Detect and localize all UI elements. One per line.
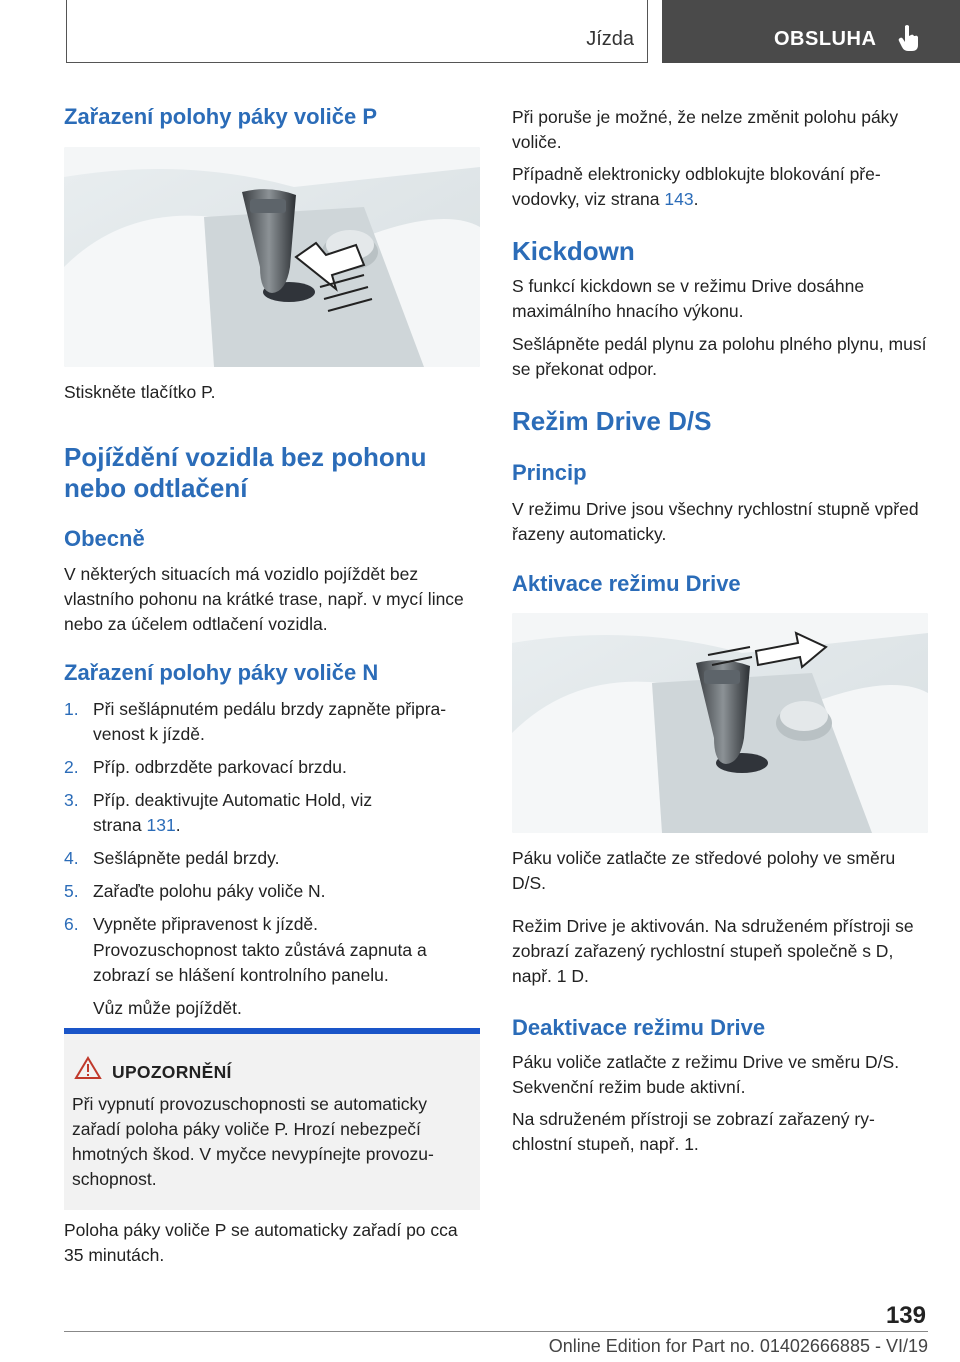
- gear-selector-drive-illustration: [512, 613, 928, 833]
- step6-note-2: Vůz může pojíždět.: [93, 998, 242, 1018]
- activate-caption: Páku voliče zatlačte ze středové polohy ve směru D/S.: [512, 848, 896, 893]
- fault-text: Při poruše je možné, že nelze změnit polohu páky voliče.: [512, 107, 899, 152]
- park-caption: Stiskněte tlačítko P.: [64, 382, 216, 402]
- general-text: V některých situacích má vozidlo pojíždět bez vlastního pohonu na krátké trase, např. v mycí lince nebo za účelem odtlačení vozidla.: [64, 564, 464, 634]
- footer-edition: Online Edition for Part no. 01402666885 - VI/19: [548, 1336, 928, 1356]
- pointing-hand-icon: [898, 24, 920, 52]
- heading-activate-drive: Aktivace režimu Drive: [512, 571, 741, 596]
- gear-selector-park-image: [64, 147, 480, 367]
- list-item: 3. Příp. deaktivujte Automatic Hold, viz strana 131.: [64, 790, 373, 835]
- header-chapter-label: OBSLUHA: [774, 28, 877, 50]
- list-item: 6. Vypněte připravenost k jízdě.: [64, 914, 319, 934]
- page-reference-link[interactable]: 143: [664, 189, 694, 209]
- heading-neutral-position: Zařazení polohy páky voliče N: [64, 660, 379, 685]
- gear-selector-illustration: [64, 147, 480, 367]
- page-reference-link[interactable]: 131: [146, 815, 176, 835]
- heading-drive-ds: Režim Drive D/S: [512, 406, 712, 436]
- heading-kickdown: Kickdown: [512, 236, 635, 266]
- heading-towing-line1: Pojíždění vozidla bez pohonu: [64, 442, 427, 472]
- gear-selector-drive-image: [512, 613, 928, 833]
- unlock-text: Případně elektronicky odblokujte blokování pře-vodovky, viz strana 143.: [512, 164, 881, 209]
- heading-towing: [64, 442, 480, 504]
- activated-text: Režim Drive je aktivován. Na sdruženém přístroji se zobrazí zařazený rychlostní stupeň společně s D, např. 1 D.: [512, 916, 914, 986]
- header-frame: [66, 0, 648, 63]
- deactivate-text-2: Na sdruženém přístroji se zobrazí zařazený ry-chlostní stupeň, např. 1.: [512, 1109, 875, 1154]
- warning-text: Při vypnutí provozuschopnosti se automaticky zařadí poloha páky voliče P. Hrozí nebezpečí hmotných škod. V myčce nevypínejte provozu-schopnost.: [72, 1094, 434, 1189]
- heading-park-position: Zařazení polohy páky voliče P: [64, 104, 377, 129]
- warning-triangle-icon: [74, 1056, 102, 1080]
- deactivate-text: Páku voliče zatlačte z režimu Drive ve směru D/S. Sekvenční režim bude aktivní.: [512, 1052, 900, 1097]
- principle-text: V režimu Drive jsou všechny rychlostní stupně vpřed řazeny automaticky.: [512, 499, 919, 544]
- kickdown-text-2: Sešlápněte pedál plynu za polohu plného plynu, musí se překonat odpor.: [512, 334, 927, 379]
- warning-box: [64, 1034, 480, 1210]
- header-chapter-tab: [662, 0, 960, 63]
- kickdown-text: S funkcí kickdown se v režimu Drive dosáhne maximálního hnacího výkonu.: [512, 276, 865, 321]
- footer-divider: [64, 1331, 928, 1332]
- auto-park-text: Poloha páky voliče P se automaticky zařadí po cca 35 minutách.: [64, 1220, 458, 1265]
- heading-principle: Princip: [512, 460, 587, 485]
- list-item: 2. Příp. odbrzděte parkovací brzdu.: [64, 757, 347, 777]
- list-item: 4. Sešlápněte pedál brzdy.: [64, 848, 280, 868]
- list-item: 1. Při sešlápnutém pedálu brzdy zapněte připra-venost k jízdě.: [64, 699, 447, 744]
- neutral-steps-list: [64, 697, 480, 945]
- heading-deactivate-drive: Deaktivace režimu Drive: [512, 1015, 766, 1040]
- warning-title: UPOZORNĚNÍ: [112, 1062, 232, 1082]
- list-item: 5. Zařaďte polohu páky voliče N.: [64, 881, 326, 901]
- heading-general: Obecně: [64, 526, 145, 551]
- step6-note-1: Provozuschopnost takto zůstává zapnuta a zobrazí se hlášení kontrolního panelu.: [93, 940, 427, 985]
- heading-towing-line2: nebo odtlačení: [64, 473, 248, 503]
- page-number: 139: [885, 1302, 926, 1329]
- header-section-title: Jízda: [586, 28, 634, 50]
